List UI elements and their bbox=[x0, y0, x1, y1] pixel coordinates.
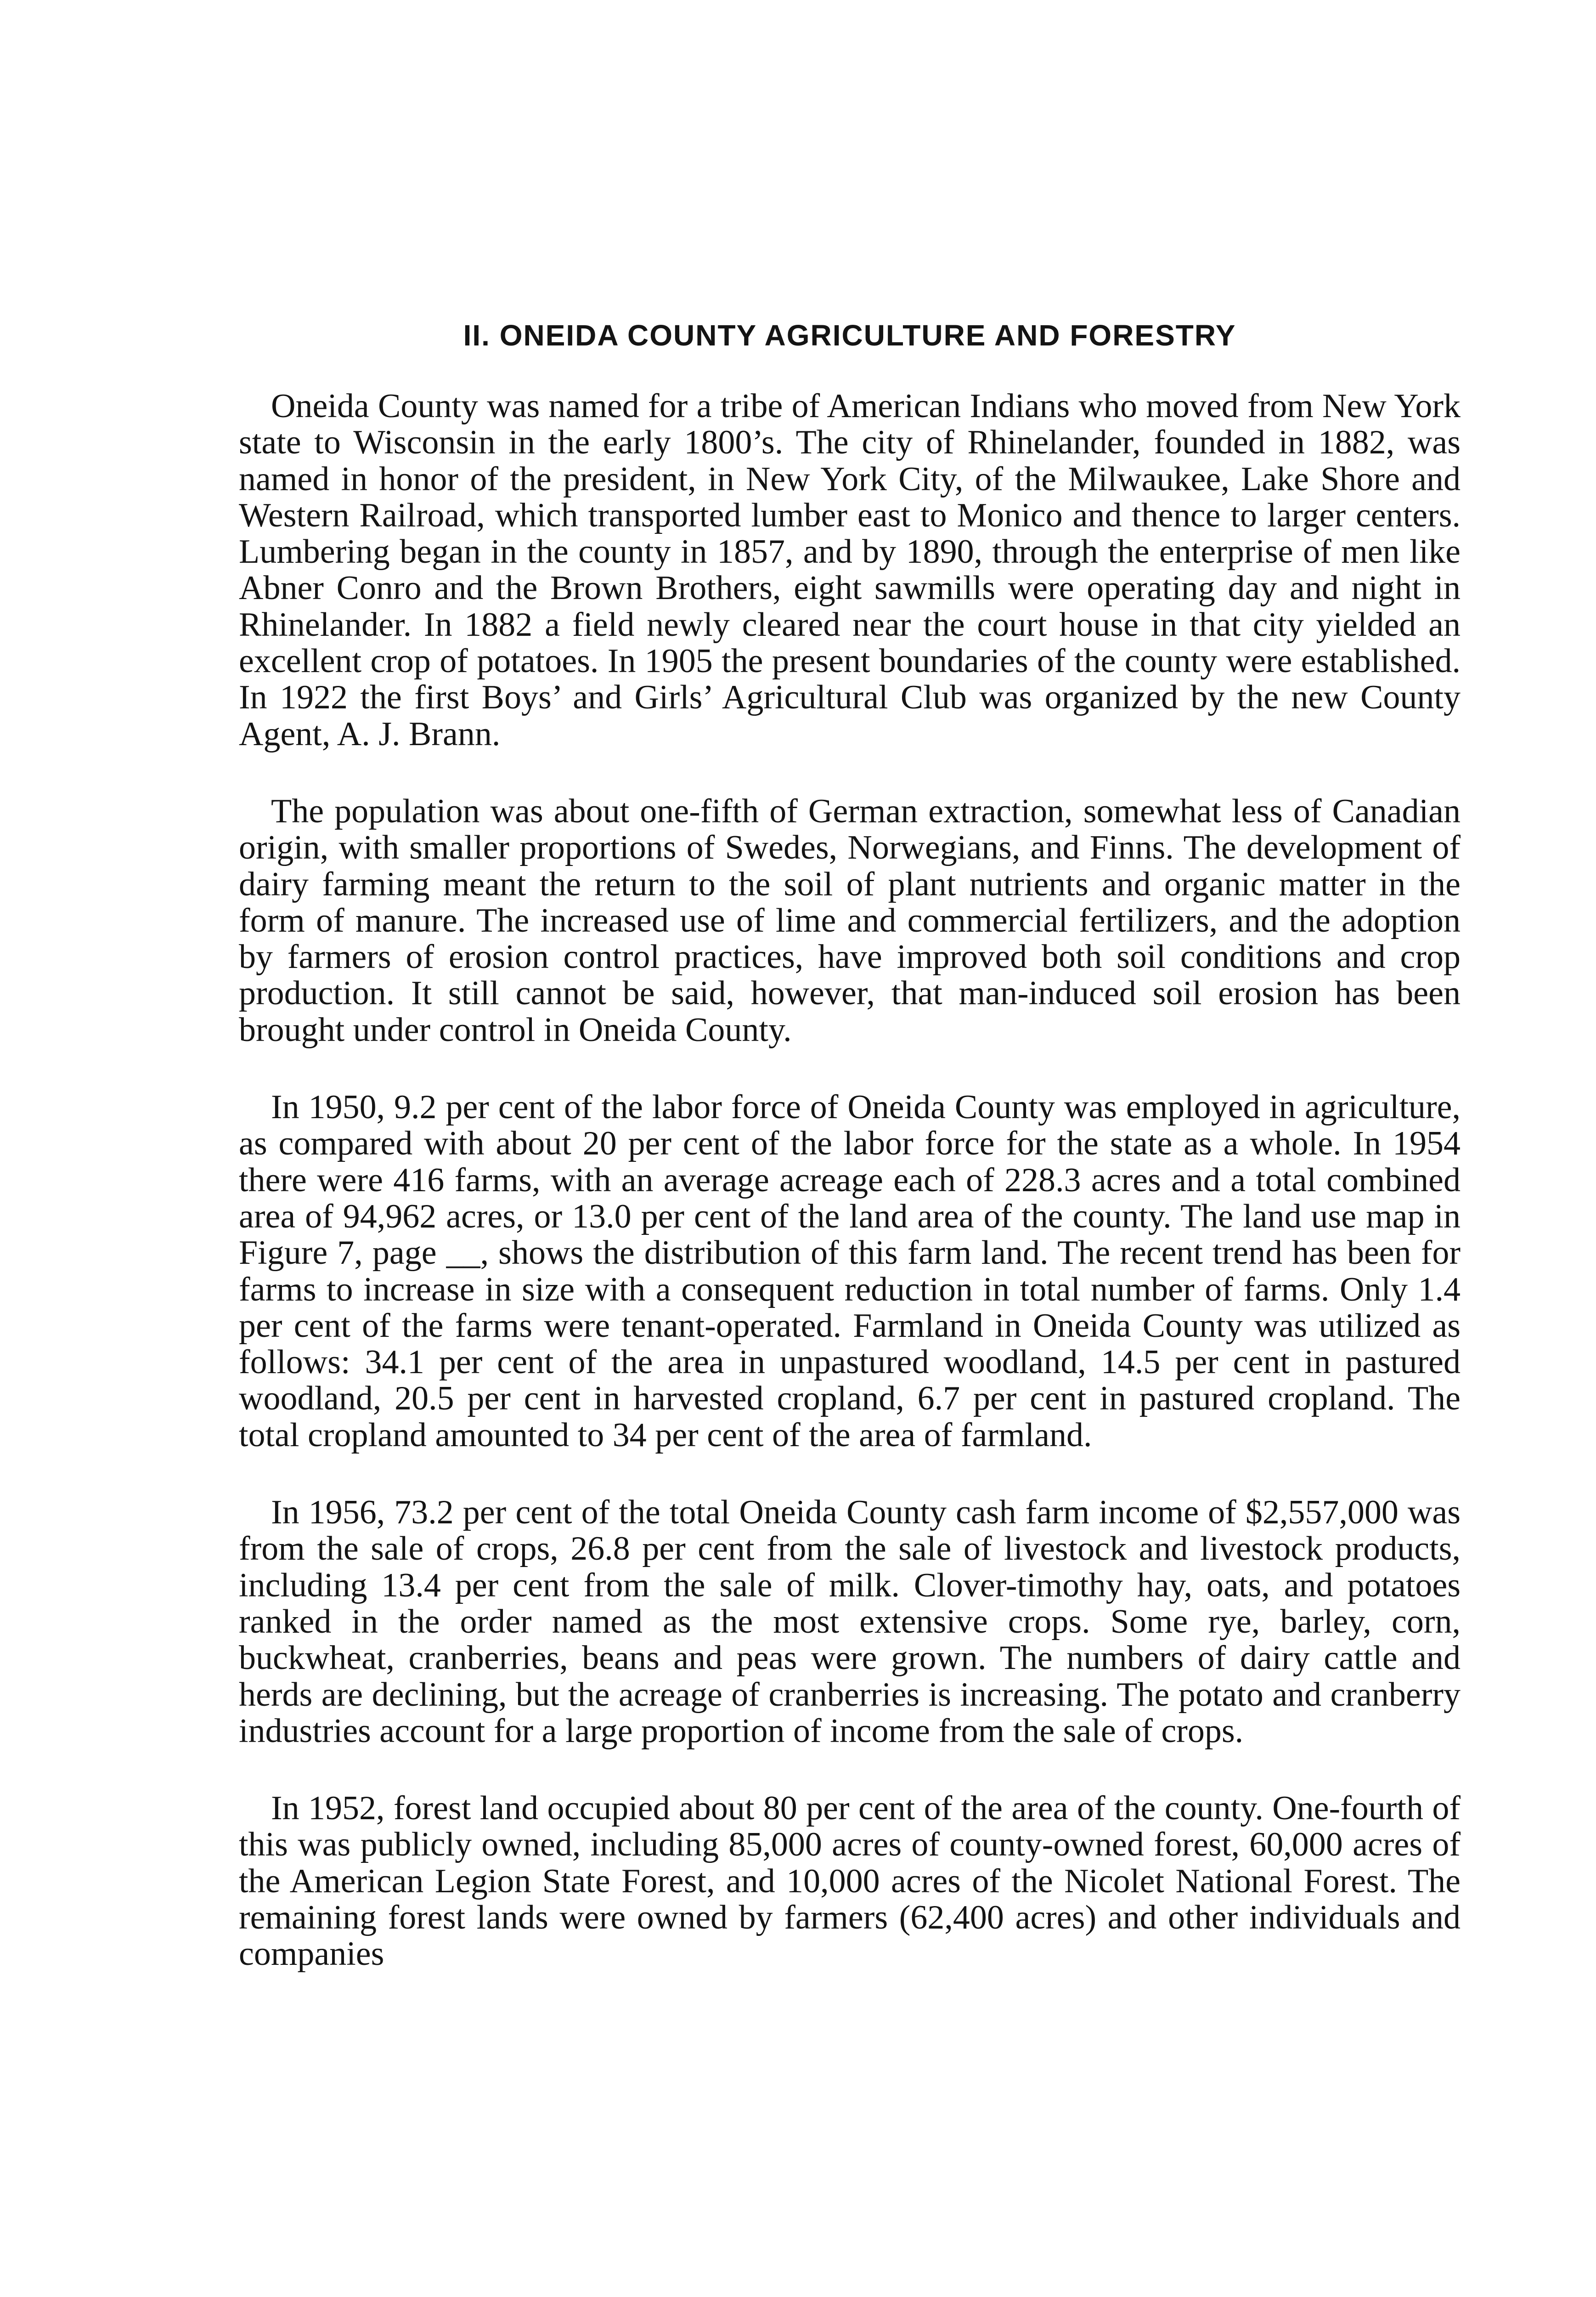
paragraph-forest-land: In 1952, forest land occupied about 80 per cent of the area of the county. One-fourth of this was publicly owned, including 85,000 acres of county-owned forest, 60,000 acres of the American Legion State Forest, and 10,000 acres of the Nicolet National Forest. The remaining forest lands were owned by farmers (62,400 acres) and other individuals and companies bbox=[239, 1789, 1461, 1973]
paragraph-farm-statistics: In 1950, 9.2 per cent of the labor force of Oneida County was employed in agriculture, as compared with about 20 per cent of the labor force for the state as a whole. In 1954 there were 416 farms, with an average acreage each of 228.3 acres and a total combined area of 94,962 acres, or 13.0 per cent of the land area of the county. The land use map in Figure 7, page __, shows the distribution of this farm land. The recent trend has been for farms to increase in size with a consequent reduction in total number of farms. Only 1.4 per cent of the farms were tenant-operated. Farmland in Oneida County was utilized as follows: 34.1 per cent of the area in unpastured woodland, 14.5 per cent in pastured woodland, 20.5 per cent in harvested cropland, 6.7 per cent in pastured cropland. The total cropland amounted to 34 per cent of the area of farmland. bbox=[239, 1088, 1461, 1454]
paragraph-farm-income: In 1956, 73.2 per cent of the total Oneida County cash farm income of $2,557,000 was from the sale of crops, 26.8 per cent from the sale of livestock and livestock products, including 13.4 per cent from the sale of milk. Clover-timothy hay, oats, and potatoes ranked in the order named as the most extensive crops. Some rye, barley, corn, buckwheat, cranberries, beans and peas were grown. The numbers of dairy cattle and herds are declining, but the acreage of cranberries is increasing. The potato and cranberry industries account for a large proportion of income from the sale of crops. bbox=[239, 1494, 1461, 1750]
paragraph-county-history: Oneida County was named for a tribe of American Indians who moved from New York state to Wisconsin in the early 1800’s. The city of Rhinelander, founded in 1882, was named in honor of the president, in New York City, of the Milwaukee, Lake Shore and Western Railroad, which transported lumber east to Monico and thence to larger centers. Lumbering began in the county in 1857, and by 1890, through the enterprise of men like Abner Conro and the Brown Brothers, eight sawmills were operating day and night in Rhinelander. In 1882 a field newly cleared near the court house in that city yielded an excellent crop of potatoes. In 1905 the present boundaries of the county were established. In 1922 the first Boys’ and Girls’ Agricultural Club was organized by the new County Agent, A. J. Brann. bbox=[239, 387, 1461, 753]
body-text bbox=[239, 388, 1461, 1973]
section-heading: II. ONEIDA COUNTY AGRICULTURE AND FORESTRY bbox=[463, 319, 1236, 352]
paragraph-population: The population was about one-fifth of German extraction, somewhat less of Canadian origin, with smaller proportions of Swedes, Norwegians, and Finns. The development of dairy farming meant the return to the soil of plant nutrients and organic matter in the form of manure. The increased use of lime and commercial fertilizers, and the adoption by farmers of erosion control practices, have improved both soil conditions and crop production. It still cannot be said, however, that man-induced soil erosion has been brought under control in Oneida County. bbox=[239, 792, 1461, 1049]
